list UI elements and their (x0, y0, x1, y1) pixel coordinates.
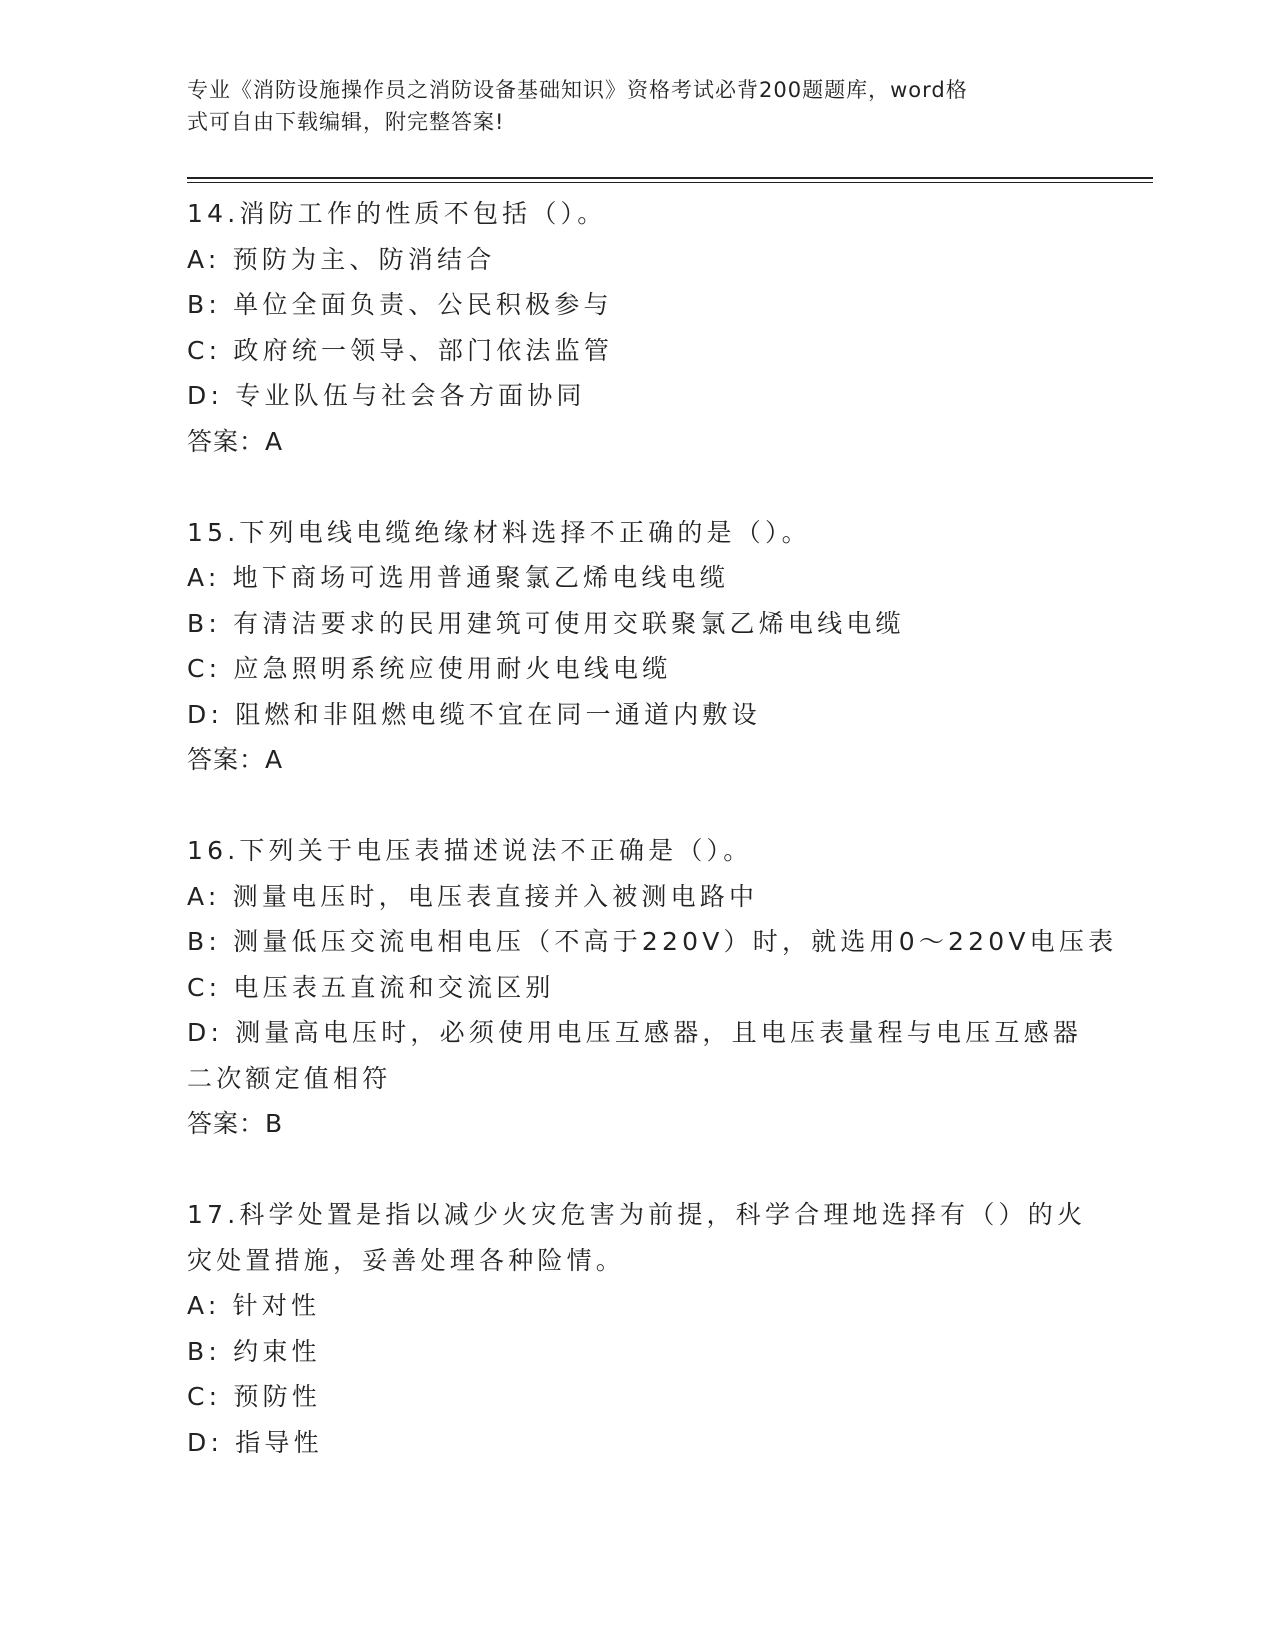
answer: 答案：A (187, 745, 284, 774)
header-divider (187, 177, 1153, 183)
answer: 答案：B (187, 1109, 284, 1138)
option-d: D: 测量高电压时，必须使用电压互感器，且电压表量程与电压互感器 (187, 1018, 1083, 1047)
question-16 (187, 828, 1118, 1192)
option-b: B: 测量低压交流电相电压（不高于220V）时，就选用0～220V电压表 (187, 927, 1118, 956)
option-c: C: 应急照明系统应使用耐火电线电缆 (187, 654, 672, 683)
answer: 答案：A (187, 426, 284, 456)
header-line-2: 式可自由下载编辑，附完整答案! (187, 110, 505, 134)
question-list (187, 191, 1118, 1465)
option-d: D: 指导性 (187, 1427, 323, 1457)
question-15 (187, 510, 1087, 829)
option-c: C: 预防性 (187, 1382, 322, 1411)
header-line-1: 专业《消防设施操作员之消防设备基础知识》资格考试必背200题题库，word格 (187, 78, 968, 102)
option-b: B: 约束性 (187, 1336, 321, 1366)
option-a: A: 地下商场可选用普通聚氯乙烯电线电缆 (187, 563, 730, 592)
question-spacer (187, 1147, 1087, 1193)
question-17 (187, 1192, 1087, 1465)
option-d-continued: 二次额定值相符 (187, 1063, 392, 1093)
question-stem: 16.下列关于电压表描述说法不正确是（）。 (187, 836, 753, 865)
question-stem: 15.下列电线电缆绝缘材料选择不正确的是（）。 (187, 517, 811, 547)
option-a: A: 测量电压时，电压表直接并入被测电路中 (187, 881, 759, 911)
document-header (187, 74, 1067, 138)
question-stem: 17.科学处置是指以减少火灾危害为前提，科学合理地选择有（）的火 (187, 1200, 1087, 1229)
question-spacer (187, 783, 1087, 829)
question-stem-continued: 灾处置措施，妥善处理各种险情。 (187, 1245, 626, 1275)
option-d: D: 专业队伍与社会各方面协同 (187, 381, 586, 410)
option-c: C: 政府统一领导、部门依法监管 (187, 335, 614, 365)
option-a: A: 预防为主、防消结合 (187, 244, 496, 274)
option-a: A: 针对性 (187, 1291, 321, 1320)
option-c: C: 电压表五直流和交流区别 (187, 972, 555, 1002)
question-14 (187, 191, 1087, 510)
question-stem: 14.消防工作的性质不包括（）。 (187, 199, 607, 228)
option-d: D: 阻燃和非阻燃电缆不宜在同一通道内敷设 (187, 699, 761, 729)
option-b: B: 单位全面负责、公民积极参与 (187, 290, 613, 319)
option-b: B: 有清洁要求的民用建筑可使用交联聚氯乙烯电线电缆 (187, 608, 905, 638)
question-spacer (187, 464, 1087, 510)
